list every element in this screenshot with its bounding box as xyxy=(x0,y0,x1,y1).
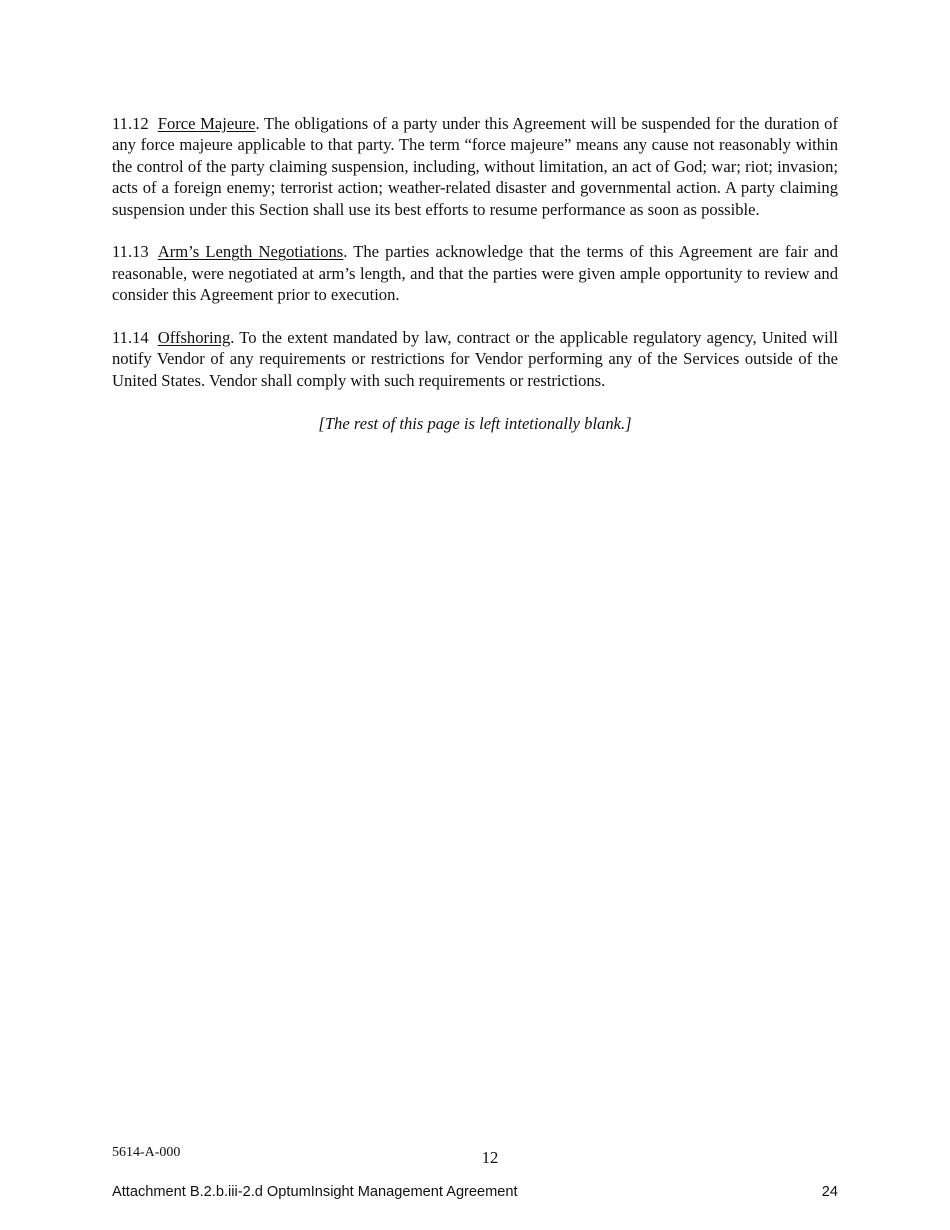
attachment-label: Attachment B.2.b.iii-2.d OptumInsight Management Agreement xyxy=(112,1184,518,1200)
section-text: . The obligations of a party under this Agreement will be suspended for the duration of any force majeure applicable to that party. The term “force majeure” means any cause not reasonably within the control of the party claiming suspension, including, without limitation, an act of God; war; riot; invasion; acts of a foreign enemy; terrorist action; weather-related disaster and governmental action. A party claiming suspension under this Section shall use its best efforts to resume performance as soon as possible. xyxy=(112,114,838,219)
section-text: . The parties acknowledge that the terms of this Agreement are fair and reasonable, were negotiated at arm’s length, and that the parties were given ample opportunity to review and consider this Agreement prior to execution. xyxy=(112,242,838,305)
section-text: . To the extent mandated by law, contract or the applicable regulatory agency, United will notify Vendor of any requirements or restrictions for Vendor performing any of the Services outside of the United States. Vendor shall comply with such requirements or restrictions. xyxy=(112,328,838,390)
section-number: 11.12 xyxy=(112,114,149,133)
page-number: 12 xyxy=(481,1148,499,1167)
section-force-majeure xyxy=(112,113,838,220)
blank-page-note: [The rest of this page is left intetionally blank.] xyxy=(318,413,632,433)
section-offshoring xyxy=(112,327,838,391)
section-number: 11.14 xyxy=(112,328,149,348)
section-title: Arm’s Length Negotiations xyxy=(157,242,344,262)
section-title: Offshoring xyxy=(157,328,231,348)
document-body xyxy=(112,113,838,434)
document-code: 5614-A-000 xyxy=(112,1145,181,1160)
section-title: Force Majeure xyxy=(157,114,256,133)
section-arms-length-negotiations xyxy=(112,241,838,305)
section-number: 11.13 xyxy=(112,242,149,262)
attachment-page-number: 24 xyxy=(821,1184,838,1200)
